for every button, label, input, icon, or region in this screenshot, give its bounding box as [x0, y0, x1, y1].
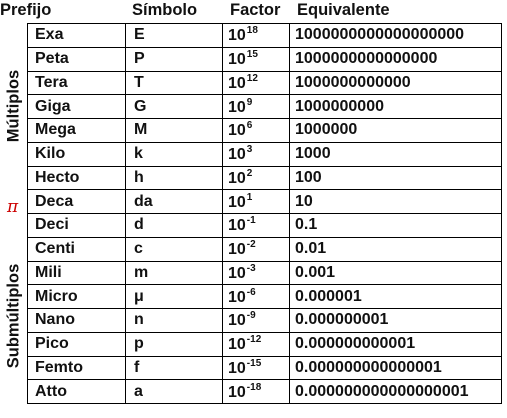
- factor-cell: [223, 380, 290, 404]
- factor-base: 10: [228, 241, 246, 259]
- factor-exponent: 15: [246, 49, 258, 61]
- factor-base: 10: [228, 383, 246, 401]
- table-row: [28, 214, 502, 238]
- factor-cell: [223, 332, 290, 356]
- symbol-cell: E: [126, 24, 223, 48]
- symbol-cell: μ: [126, 285, 223, 309]
- prefix-cell: Hecto: [28, 166, 126, 190]
- multiples-label: Múltiplos: [4, 69, 22, 143]
- factor-exponent: 18: [246, 25, 258, 37]
- table-row: [28, 356, 502, 380]
- symbol-cell: k: [126, 142, 223, 166]
- equivalent-cell: 1000000000000000: [290, 47, 502, 71]
- prefix-cell: Mili: [28, 261, 126, 285]
- factor-cell: [223, 190, 290, 214]
- table-row: [28, 237, 502, 261]
- factor-cell: [223, 285, 290, 309]
- table-row: [28, 142, 502, 166]
- prefix-cell: Peta: [28, 47, 126, 71]
- table-row: [28, 190, 502, 214]
- table-row: [28, 24, 502, 48]
- header-equivalent: Equivalente: [297, 1, 390, 19]
- factor-base: 10: [228, 336, 246, 354]
- symbol-cell: a: [126, 380, 223, 404]
- equivalent-cell: 0.01: [290, 237, 502, 261]
- prefix-cell: Giga: [28, 95, 126, 119]
- prefix-cell: Micro: [28, 285, 126, 309]
- table-row: [28, 332, 502, 356]
- equivalent-cell: 0.000000001: [290, 309, 502, 333]
- factor-exponent: -2: [246, 239, 256, 251]
- symbol-cell: m: [126, 261, 223, 285]
- prefix-cell: Femto: [28, 356, 126, 380]
- header-symbol: Símbolo: [132, 1, 198, 19]
- equivalent-cell: 1000: [290, 142, 502, 166]
- submultiples-label: Submúltiplos: [4, 263, 22, 368]
- header-prefix: Prefijo: [0, 1, 52, 19]
- factor-exponent: -15: [246, 357, 262, 369]
- symbol-cell: p: [126, 332, 223, 356]
- factor-exponent: -18: [246, 381, 262, 393]
- equivalent-cell: 0.001: [290, 261, 502, 285]
- submultiples-group: [0, 213, 27, 418]
- factor-base: 10: [228, 74, 246, 92]
- prefix-cell: Nano: [28, 309, 126, 333]
- table-row: [28, 119, 502, 143]
- factor-exponent: 9: [246, 96, 253, 108]
- factor-base: 10: [228, 146, 246, 164]
- table-row: [28, 95, 502, 119]
- factor-cell: [223, 142, 290, 166]
- factor-exponent: 12: [246, 72, 258, 84]
- factor-base: 10: [228, 27, 246, 45]
- factor-cell: [223, 214, 290, 238]
- factor-exponent: -9: [246, 310, 256, 322]
- equivalent-cell: 100: [290, 166, 502, 190]
- prefix-cell: Mega: [28, 119, 126, 143]
- table-header: [0, 0, 507, 23]
- table-row: [28, 47, 502, 71]
- symbol-cell: c: [126, 237, 223, 261]
- factor-exponent: -12: [246, 334, 262, 346]
- factor-cell: [223, 237, 290, 261]
- table-row: [28, 309, 502, 333]
- factor-cell: [223, 166, 290, 190]
- table-row: [28, 71, 502, 95]
- factor-exponent: -1: [246, 215, 256, 227]
- factor-cell: [223, 47, 290, 71]
- table-row: [28, 285, 502, 309]
- table-row: [28, 380, 502, 404]
- equivalent-cell: 1000000: [290, 119, 502, 143]
- symbol-cell: f: [126, 356, 223, 380]
- table-row: [28, 261, 502, 285]
- table-row: [28, 166, 502, 190]
- prefix-cell: Deca: [28, 190, 126, 214]
- factor-base: 10: [228, 193, 246, 211]
- prefix-cell: Pico: [28, 332, 126, 356]
- factor-base: 10: [228, 312, 246, 330]
- factor-exponent: -3: [246, 262, 256, 274]
- factor-base: 10: [228, 217, 246, 235]
- factor-cell: [223, 95, 290, 119]
- header-factor: Factor: [230, 1, 281, 19]
- equivalent-cell: 0.000000000001: [290, 332, 502, 356]
- prefix-cell: Centi: [28, 237, 126, 261]
- factor-base: 10: [228, 169, 246, 187]
- symbol-cell: T: [126, 71, 223, 95]
- symbol-cell: M: [126, 119, 223, 143]
- prefix-table: [27, 23, 502, 404]
- equivalent-cell: 0.1: [290, 214, 502, 238]
- factor-cell: [223, 356, 290, 380]
- symbol-cell: G: [126, 95, 223, 119]
- symbol-cell: h: [126, 166, 223, 190]
- equivalent-cell: 1000000000000000000: [290, 24, 502, 48]
- factor-base: 10: [228, 122, 246, 140]
- prefix-cell: Deci: [28, 214, 126, 238]
- pi-symbol: π: [7, 197, 19, 217]
- prefix-cell: Atto: [28, 380, 126, 404]
- factor-exponent: 6: [246, 120, 253, 132]
- equivalent-cell: 1000000000: [290, 95, 502, 119]
- prefix-cell: Kilo: [28, 142, 126, 166]
- equivalent-cell: 1000000000000: [290, 71, 502, 95]
- factor-cell: [223, 71, 290, 95]
- prefix-cell: Exa: [28, 24, 126, 48]
- multiples-group: [0, 23, 27, 189]
- factor-exponent: 1: [246, 191, 253, 203]
- factor-exponent: 3: [246, 144, 253, 156]
- equivalent-cell: 0.000000000000001: [290, 356, 502, 380]
- symbol-cell: P: [126, 47, 223, 71]
- symbol-cell: n: [126, 309, 223, 333]
- equivalent-cell: 0.000000000000000001: [290, 380, 502, 404]
- equivalent-cell: 10: [290, 190, 502, 214]
- factor-cell: [223, 119, 290, 143]
- symbol-cell: da: [126, 190, 223, 214]
- symbol-cell: d: [126, 214, 223, 238]
- factor-exponent: -6: [246, 286, 256, 298]
- factor-base: 10: [228, 359, 246, 377]
- factor-base: 10: [228, 51, 246, 69]
- factor-exponent: 2: [246, 167, 253, 179]
- prefix-cell: Tera: [28, 71, 126, 95]
- factor-cell: [223, 309, 290, 333]
- factor-cell: [223, 24, 290, 48]
- factor-cell: [223, 261, 290, 285]
- factor-base: 10: [228, 288, 246, 306]
- factor-base: 10: [228, 264, 246, 282]
- equivalent-cell: 0.000001: [290, 285, 502, 309]
- factor-base: 10: [228, 98, 246, 116]
